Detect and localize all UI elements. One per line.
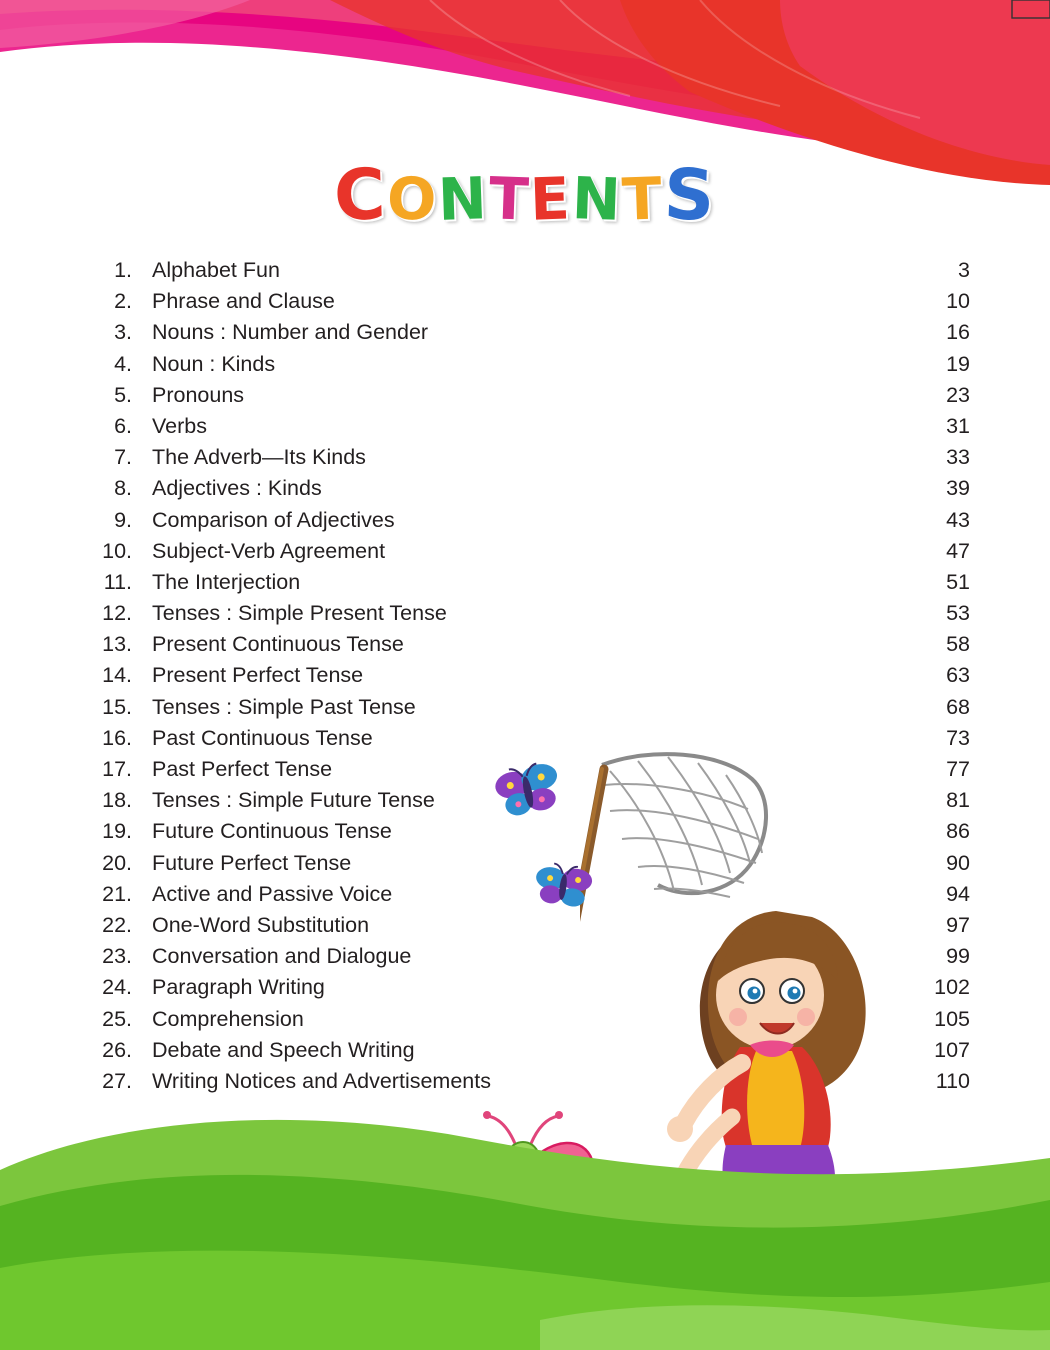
toc-entry[interactable] xyxy=(80,663,970,694)
toc-entry-title: Past Continuous Tense xyxy=(152,725,373,750)
toc-entry-number: 13. xyxy=(102,632,132,657)
toc-entry-number: 7. xyxy=(114,445,132,470)
toc-entry-page: 68 xyxy=(946,694,970,719)
toc-entry-number: 24. xyxy=(102,975,132,1000)
title-letter-5: N xyxy=(570,164,624,234)
toc-entry-page: 102 xyxy=(934,975,970,1000)
toc-entry-number: 20. xyxy=(102,850,132,875)
toc-entry[interactable] xyxy=(80,476,970,507)
toc-entry-title: Subject-Verb Agreement xyxy=(152,538,386,563)
toc-entry[interactable] xyxy=(80,944,970,975)
toc-entry-number: 11. xyxy=(103,569,132,594)
toc-entry-number: 2. xyxy=(114,289,132,314)
toc-entry[interactable] xyxy=(80,570,970,601)
toc-entry-title: Future Continuous Tense xyxy=(152,819,392,844)
toc-entry[interactable] xyxy=(80,258,970,289)
toc-entry-number: 5. xyxy=(114,382,132,407)
toc-entry-page: 63 xyxy=(946,663,970,688)
toc-entry-page: 105 xyxy=(934,1006,970,1031)
table-of-contents xyxy=(80,258,970,1100)
toc-entry-page: 53 xyxy=(946,601,970,626)
toc-entry-number: 21. xyxy=(102,881,132,906)
toc-entry[interactable] xyxy=(80,695,970,726)
toc-entry-number: 27. xyxy=(102,1068,132,1093)
toc-entry-page: 10 xyxy=(946,289,970,314)
toc-entry-number: 18. xyxy=(102,788,132,813)
toc-entry[interactable] xyxy=(80,539,970,570)
toc-entry-page: 99 xyxy=(946,944,970,969)
butterfly-large-icon xyxy=(448,1110,598,1250)
toc-entry-number: 9. xyxy=(114,507,132,532)
toc-entry-page: 47 xyxy=(946,538,970,563)
butterfly-small-blue-icon xyxy=(492,762,564,822)
toc-entry-number: 19. xyxy=(102,819,132,844)
toc-entry[interactable] xyxy=(80,975,970,1006)
toc-entry-page: 94 xyxy=(946,881,970,906)
toc-entry-title: Future Perfect Tense xyxy=(152,850,352,875)
page-corner-mark xyxy=(1006,0,1050,22)
toc-entry-number: 23. xyxy=(102,944,132,969)
toc-entry-title: The Adverb—Its Kinds xyxy=(152,445,366,470)
toc-entry-title: Present Continuous Tense xyxy=(152,632,404,657)
toc-entry-title: Tenses : Simple Present Tense xyxy=(152,601,447,626)
title-letter-0: C xyxy=(332,153,389,237)
toc-entry-number: 1. xyxy=(114,258,132,282)
page-title xyxy=(0,153,1050,237)
toc-entry-title: Adjectives : Kinds xyxy=(152,476,322,501)
toc-entry-title: Tenses : Simple Past Tense xyxy=(152,694,416,719)
toc-entry-number: 26. xyxy=(102,1037,132,1062)
toc-entry-number: 16. xyxy=(102,725,132,750)
toc-entry-number: 15. xyxy=(102,694,132,719)
toc-entry-page: 81 xyxy=(946,788,970,813)
title-letter-4: E xyxy=(529,164,574,234)
toc-entry-number: 12. xyxy=(102,601,132,626)
toc-entry-number: 22. xyxy=(102,912,132,937)
toc-entry-title: Comparison of Adjectives xyxy=(152,507,395,532)
toc-entry[interactable] xyxy=(80,1038,970,1069)
toc-entry[interactable] xyxy=(80,445,970,476)
toc-entry[interactable] xyxy=(80,882,970,913)
toc-entry-title: Phrase and Clause xyxy=(152,289,335,314)
toc-entry-number: 6. xyxy=(114,413,132,438)
toc-entry-title: Tenses : Simple Future Tense xyxy=(152,788,435,813)
toc-entry-title: Conversation and Dialogue xyxy=(152,944,412,969)
toc-entry-number: 10. xyxy=(102,538,132,563)
toc-entry[interactable] xyxy=(80,819,970,850)
toc-entry[interactable] xyxy=(80,320,970,351)
toc-entry-title: Past Perfect Tense xyxy=(152,757,333,781)
toc-entry-page: 58 xyxy=(946,632,970,657)
toc-entry-page: 77 xyxy=(946,757,970,781)
contents-title-text xyxy=(332,153,718,237)
toc-entry-page: 19 xyxy=(946,351,970,376)
toc-entry[interactable] xyxy=(80,352,970,383)
toc-entry[interactable] xyxy=(80,383,970,414)
toc-entry-page: 86 xyxy=(946,819,970,844)
toc-entry-page: 107 xyxy=(934,1037,970,1062)
toc-entry-title: Alphabet Fun xyxy=(152,258,280,282)
toc-entry-number: 25. xyxy=(102,1006,132,1031)
title-letter-7: S xyxy=(662,153,718,237)
toc-entry-page: 110 xyxy=(935,1068,970,1093)
toc-entry-title: Noun : Kinds xyxy=(152,351,276,376)
toc-entry-page: 90 xyxy=(946,850,970,875)
toc-entry-number: 3. xyxy=(114,320,132,345)
toc-entry-page: 16 xyxy=(946,320,970,345)
toc-entry[interactable] xyxy=(80,289,970,320)
toc-entry[interactable] xyxy=(80,913,970,944)
toc-entry-title: Verbs xyxy=(152,413,207,438)
toc-entry-page: 43 xyxy=(946,507,970,532)
toc-entry-page: 3 xyxy=(958,258,970,282)
toc-entry-title: Comprehension xyxy=(152,1006,304,1031)
toc-entry-page: 73 xyxy=(946,725,970,750)
toc-entry[interactable] xyxy=(80,1007,970,1038)
house-on-hill-illustration xyxy=(105,1148,275,1248)
toc-entry-page: 39 xyxy=(946,476,970,501)
toc-entry-title: Active and Passive Voice xyxy=(152,881,393,906)
toc-entry-title: Debate and Speech Writing xyxy=(152,1037,415,1062)
toc-entry-title: Nouns : Number and Gender xyxy=(152,320,429,345)
toc-entry-number: 17. xyxy=(102,757,132,781)
butterfly-small-purple-icon xyxy=(532,862,594,912)
toc-entry[interactable] xyxy=(80,851,970,882)
toc-entry-title: Paragraph Writing xyxy=(152,975,325,1000)
title-letter-2: N xyxy=(437,164,490,234)
title-letter-3: T xyxy=(487,164,532,234)
toc-entry-page: 31 xyxy=(946,413,970,438)
toc-entry-page: 23 xyxy=(946,382,970,407)
toc-entry-title: The Interjection xyxy=(152,569,301,594)
toc-entry-number: 8. xyxy=(114,476,132,501)
toc-entry-title: Pronouns xyxy=(152,382,245,407)
title-letter-6: T xyxy=(621,164,666,234)
toc-entry[interactable] xyxy=(80,632,970,663)
toc-entry[interactable] xyxy=(80,601,970,632)
toc-entry-number: 14. xyxy=(102,663,132,688)
toc-entry[interactable] xyxy=(80,726,970,757)
toc-entry-page: 97 xyxy=(946,912,970,937)
toc-entry-title: Present Perfect Tense xyxy=(152,663,364,688)
toc-entry[interactable] xyxy=(80,1069,970,1100)
toc-entry-number: 4. xyxy=(114,351,132,376)
toc-entry-page: 51 xyxy=(946,569,970,594)
toc-entry[interactable] xyxy=(80,414,970,445)
toc-entry[interactable] xyxy=(80,508,970,539)
title-letter-1: O xyxy=(385,164,440,234)
toc-entry-page: 33 xyxy=(946,445,970,470)
toc-entry-title: Writing Notices and Advertisements xyxy=(152,1068,491,1093)
toc-entry-title: One-Word Substitution xyxy=(152,912,370,937)
